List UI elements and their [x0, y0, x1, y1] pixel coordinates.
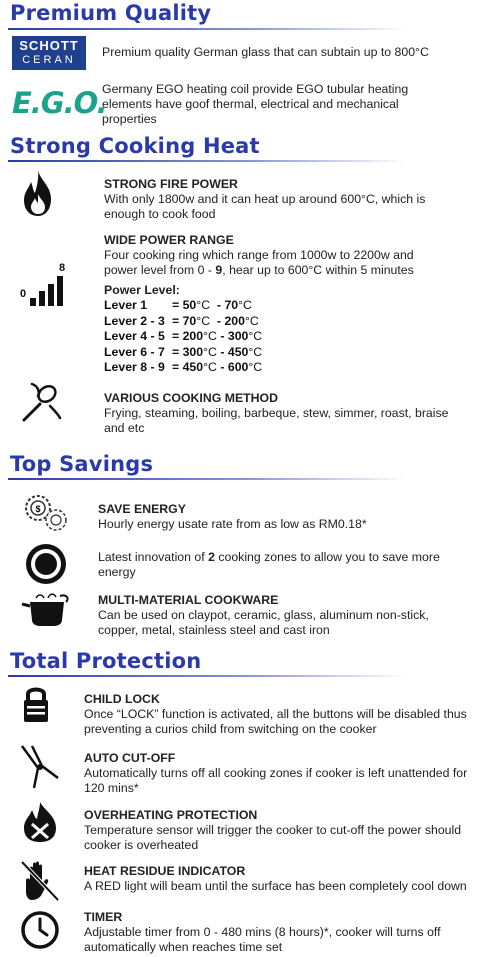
- zones-text-c: cooking zones to allow you to save more energy: [98, 550, 440, 579]
- clock-icon: [20, 910, 60, 950]
- power-level-eq: = 200: [172, 329, 204, 343]
- range-text-a: power level from 0 -: [104, 263, 216, 277]
- section-divider: [8, 478, 408, 480]
- power-level-dash: - 450: [216, 344, 249, 359]
- ego-logo: E.G.O.: [12, 86, 107, 120]
- power-level-u1: °C: [196, 298, 211, 312]
- power-level-range: [172, 298, 252, 312]
- power-range-heading: WIDE POWER RANGE: [104, 233, 234, 247]
- power-min-label: 0: [20, 288, 27, 300]
- cooking-zone-icon: [24, 542, 68, 586]
- coins-gear-icon: [22, 492, 70, 534]
- multi-material-description: Can be used on claypot, ceramic, glass, aluminum non-stick, copper, metal, stainless steel and cast iron: [98, 608, 429, 637]
- power-level-u2: °C: [248, 329, 263, 343]
- power-level-range: [172, 314, 259, 328]
- save-energy-heading: SAVE ENERGY: [98, 502, 186, 516]
- ego-description: Germany EGO heating coil provide EGO tubular heating elements have goof thermal, electrical and mechanical properties: [102, 82, 409, 126]
- timer-heading: TIMER: [84, 910, 123, 924]
- overheat-flame-icon: [18, 800, 62, 844]
- heat-residue-description: A RED light will beam until the surface has been completely cool down: [84, 879, 467, 893]
- save-energy-description: Hourly energy usate rate from as low as RM0.18*: [98, 517, 367, 531]
- zones-text-a: Latest innovation of: [98, 550, 209, 564]
- cooking-method-description: Frying, steaming, boiling, barbeque, stew, simmer, roast, braise and etc: [104, 406, 449, 435]
- multi-material-heading: MULTI-MATERIAL COOKWARE: [98, 593, 279, 607]
- cooking-method-heading: VARIOUS COOKING METHOD: [104, 391, 278, 405]
- section-title-protection: Total Protection: [10, 649, 202, 673]
- section-divider: [8, 28, 410, 30]
- power-max-label: 8: [59, 262, 66, 274]
- overheating-description: Temperature sensor will trigger the cooker to cut-off the power should cooker is overheated: [84, 823, 462, 852]
- power-level-eq: = 50: [172, 298, 197, 312]
- lock-icon: [22, 684, 50, 724]
- schott-description: Premium quality German glass that can subtain up to 800°C: [102, 45, 429, 59]
- pliers-icon: [18, 742, 64, 792]
- fire-power-description: With only 1800w and it can heat up around 600°C, which is enough to cook food: [104, 192, 426, 221]
- schott-ceran-logo: [12, 36, 86, 70]
- schott-logo-line2: CERAN: [22, 54, 76, 66]
- whisk-spoon-icon: [20, 380, 64, 424]
- power-level-lever: Lever 1: [104, 298, 148, 312]
- range-text-c: , hear up to 600°C within 5 minutes: [222, 263, 414, 277]
- power-level-icon: [20, 262, 70, 310]
- flame-icon: [18, 168, 58, 218]
- power-level-u1: °C: [203, 360, 217, 374]
- power-level-range: [172, 329, 262, 343]
- power-level-range: [172, 360, 262, 374]
- power-level-dash: - 70: [210, 298, 239, 312]
- power-level-u2: °C: [244, 313, 259, 328]
- child-lock-description: Once “LOCK” function is activated, all the buttons will be disabled thus preventing a curios child from switching on the cooker: [84, 707, 467, 736]
- timer-description: Adjustable timer from 0 - 480 mins (8 hours)*, cooker will turns off automatically when reaches time set: [84, 925, 441, 954]
- power-level-u2: °C: [238, 298, 252, 312]
- auto-cutoff-heading: AUTO CUT-OFF: [84, 751, 176, 765]
- fire-power-heading: STRONG FIRE POWER: [104, 177, 238, 191]
- section-title-heat: Strong Cooking Heat: [10, 134, 260, 158]
- schott-logo-line1: SCHOTT: [19, 38, 79, 53]
- power-level-u1: °C: [196, 313, 211, 328]
- power-level-dash: - 600: [216, 360, 249, 374]
- power-level-lever: Lever 4 - 5: [104, 329, 165, 343]
- power-level-range: [172, 345, 262, 359]
- power-level-u2: °C: [248, 344, 263, 359]
- svg-text:$: $: [35, 504, 41, 514]
- cookware-pot-icon: [20, 590, 74, 630]
- power-level-lever: Lever 6 - 7: [104, 344, 165, 359]
- child-lock-heading: CHILD LOCK: [84, 692, 160, 706]
- heat-residue-heading: HEAT RESIDUE INDICATOR: [84, 864, 246, 878]
- zones-count: 2: [208, 550, 215, 564]
- power-level-dash: - 300: [216, 329, 249, 343]
- power-level-heading: Power Level:: [104, 283, 180, 297]
- section-divider: [8, 675, 408, 677]
- power-level-eq: = 450: [172, 360, 204, 374]
- section-title-premium: Premium Quality: [10, 1, 212, 25]
- section-divider: [8, 160, 408, 162]
- power-level-dash: - 200: [210, 313, 245, 328]
- no-touch-hand-icon: [20, 860, 60, 902]
- power-level-u2: °C: [248, 360, 263, 374]
- power-range-description-1: Four cooking ring which range from 1000w to 2200w and: [104, 248, 414, 262]
- power-range-description-2: [104, 263, 464, 278]
- power-level-u1: °C: [203, 344, 217, 359]
- overheating-heading: OVERHEATING PROTECTION: [84, 808, 258, 822]
- power-level-lever: Lever 2 - 3: [104, 313, 165, 328]
- cooking-zones-description: [98, 550, 448, 580]
- range-max-level: 9: [215, 263, 223, 277]
- section-title-savings: Top Savings: [10, 452, 154, 476]
- power-level-u1: °C: [203, 329, 217, 343]
- auto-cutoff-description: Automatically turns off all cooking zones if cooker is left unattended for 120 mins*: [84, 766, 468, 795]
- power-level-eq: = 300: [172, 344, 204, 359]
- power-level-lever: Lever 8 - 9: [104, 360, 165, 374]
- power-level-eq: = 70: [172, 313, 197, 328]
